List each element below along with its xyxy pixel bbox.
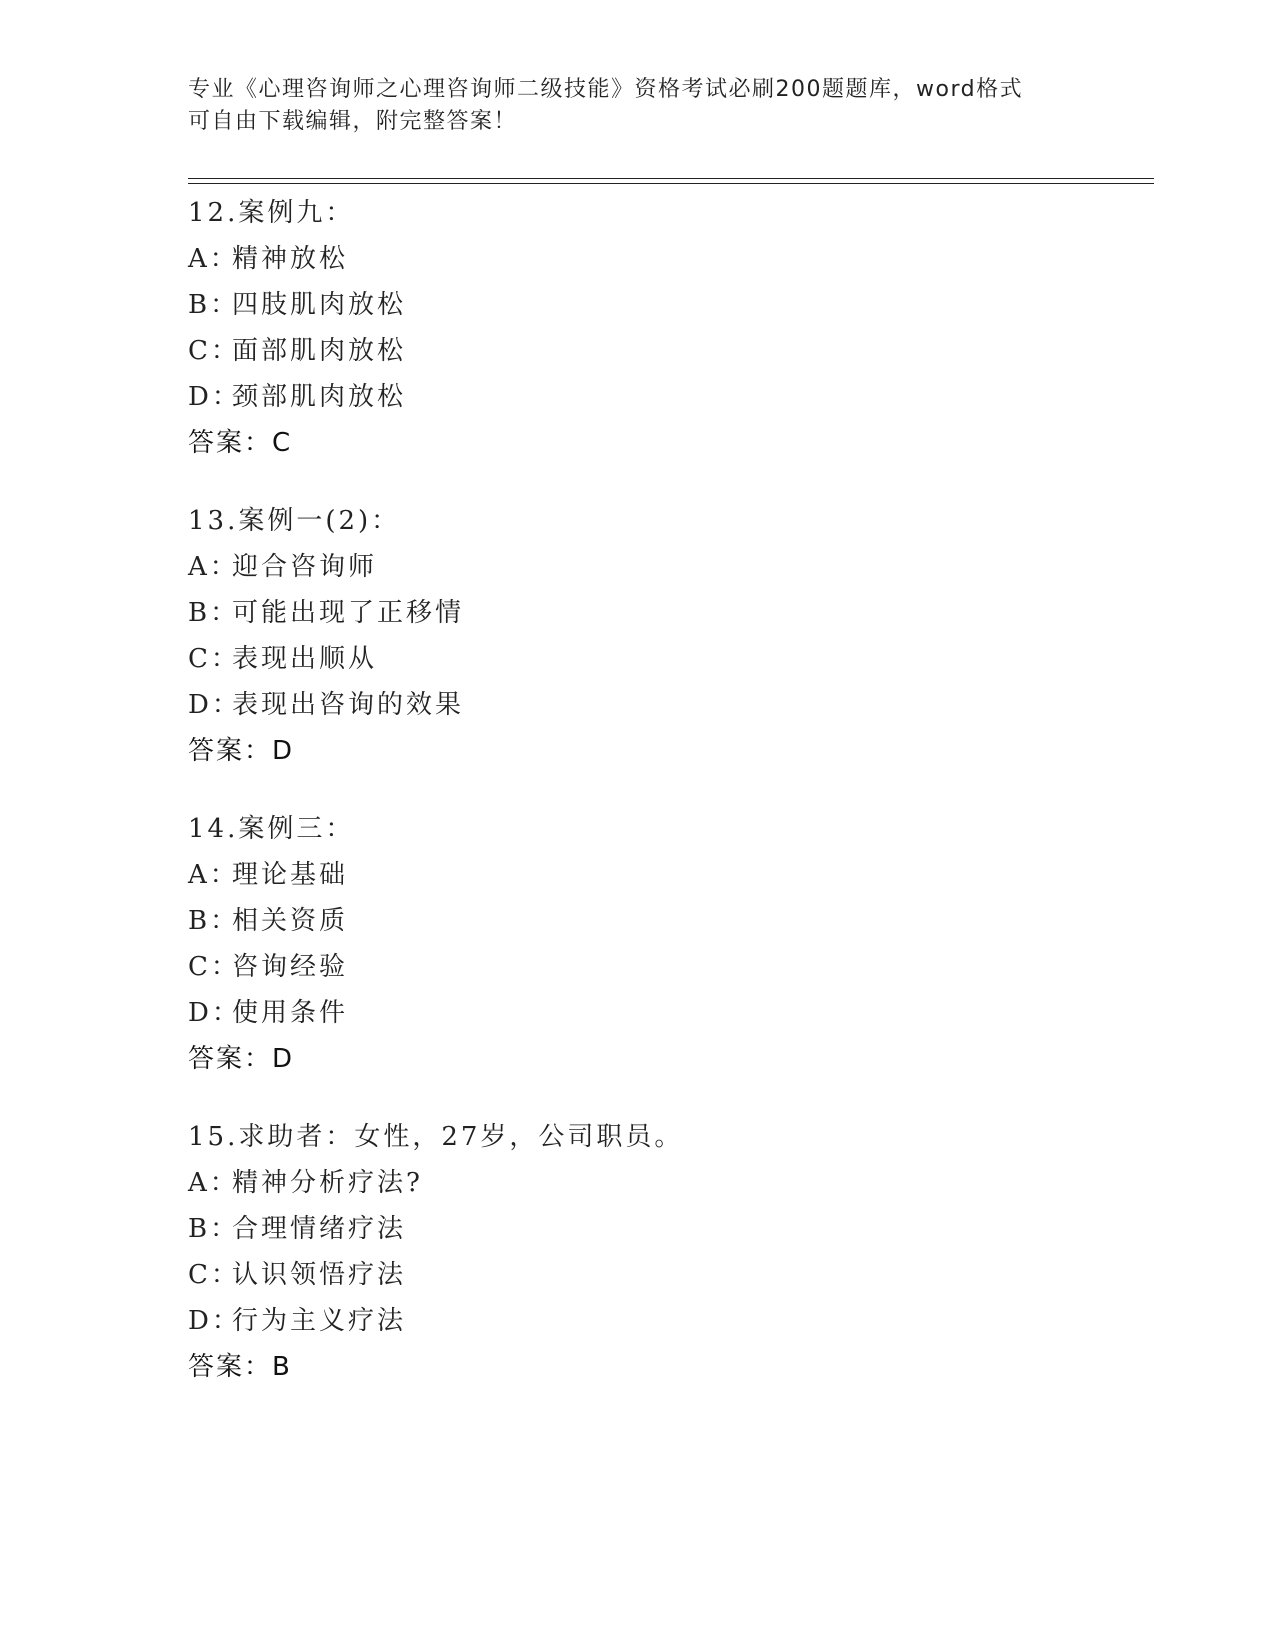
option-letter: D： [188, 690, 241, 720]
question-15 [188, 1114, 1148, 1390]
answer-line: 答案：D [188, 1044, 295, 1074]
option-letter: B： [188, 290, 240, 320]
option-text: 相关资质 [232, 906, 349, 936]
option-text: 咨询经验 [232, 952, 349, 982]
question-stem: 12.案例九： [188, 198, 355, 228]
option-letter: C： [188, 952, 240, 982]
option-letter: A： [188, 1168, 239, 1198]
option-letter: A： [188, 552, 239, 582]
header-line-2: 可自由下载编辑，附完整答案！ [188, 109, 518, 134]
question-stem: 15.求助者：女性，27岁，公司职员。 [188, 1122, 684, 1152]
option-b [188, 898, 1148, 944]
question-stem: 14.案例三： [188, 814, 355, 844]
option-b [188, 282, 1148, 328]
option-d [188, 990, 1148, 1036]
answer-line: 答案：B [188, 1352, 292, 1382]
answer-line: 答案：D [188, 736, 295, 766]
question-12 [188, 190, 1148, 466]
option-letter: B： [188, 598, 240, 628]
option-letter: C： [188, 1260, 240, 1290]
option-text: 使用条件 [232, 998, 349, 1028]
option-b [188, 1206, 1148, 1252]
option-text: 四肢肌肉放松 [232, 290, 407, 320]
option-c [188, 636, 1148, 682]
option-text: 精神放松 [232, 244, 349, 274]
option-letter: A： [188, 860, 239, 890]
header-divider-top [188, 178, 1154, 179]
option-text: 迎合咨询师 [232, 552, 378, 582]
option-text: 颈部肌肉放松 [232, 382, 407, 412]
question-stem: 13.案例一(2)： [188, 506, 401, 536]
option-c [188, 1252, 1148, 1298]
option-letter: D： [188, 1306, 241, 1336]
header-line-1: 专业《心理咨询师之心理咨询师二级技能》资格考试必刷200题题库，word格式 [188, 77, 1024, 102]
option-letter: C： [188, 644, 240, 674]
option-c [188, 944, 1148, 990]
question-13 [188, 498, 1148, 774]
option-text: 表现出咨询的效果 [232, 690, 465, 720]
option-a [188, 1160, 1148, 1206]
option-d [188, 1298, 1148, 1344]
option-letter: C： [188, 336, 240, 366]
option-text: 表现出顺从 [232, 644, 378, 674]
question-list [188, 190, 1148, 1422]
option-text: 认识领悟疗法 [232, 1260, 407, 1290]
option-text: 面部肌肉放松 [232, 336, 407, 366]
option-d [188, 374, 1148, 420]
option-text: 行为主义疗法 [232, 1306, 407, 1336]
option-letter: B： [188, 906, 240, 936]
option-text: 可能出现了正移情 [232, 598, 465, 628]
option-a [188, 852, 1148, 898]
option-a [188, 236, 1148, 282]
header-divider-bottom [188, 183, 1154, 184]
question-14 [188, 806, 1148, 1082]
option-letter: D： [188, 382, 241, 412]
option-text: 精神分析疗法? [232, 1168, 423, 1198]
option-letter: A： [188, 244, 239, 274]
option-a [188, 544, 1148, 590]
option-text: 理论基础 [232, 860, 349, 890]
option-text: 合理情绪疗法 [232, 1214, 407, 1244]
option-b [188, 590, 1148, 636]
option-letter: D： [188, 998, 241, 1028]
option-letter: B： [188, 1214, 240, 1244]
option-d [188, 682, 1148, 728]
option-c [188, 328, 1148, 374]
answer-line: 答案：C [188, 428, 293, 458]
document-header [188, 74, 1088, 138]
